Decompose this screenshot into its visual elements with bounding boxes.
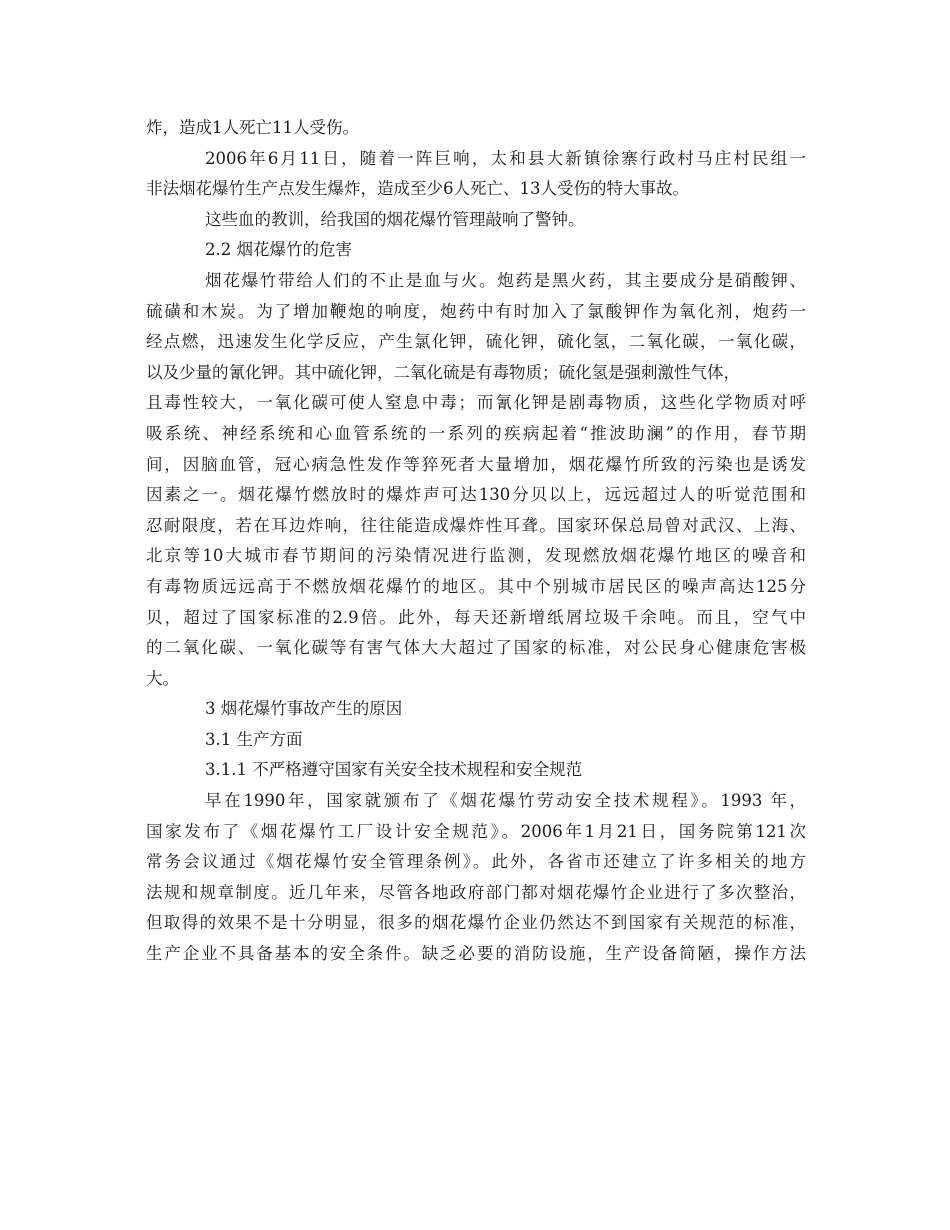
- paragraph-first-line: 烟花爆竹带给人们的不止是血与火。炮药是黑火药，其主要成分是硝酸钾、: [205, 270, 806, 290]
- body-text-line: 但取得的效果不是十分明显，很多的烟花爆竹企业仍然达不到国家有关规范的标准，: [146, 913, 806, 933]
- document-body: [146, 113, 806, 970]
- body-text-line: 生产企业不具备基本的安全条件。缺乏必要的消防设施，生产设备简陋，操作方法: [146, 944, 806, 964]
- body-text-line: 国家发布了《烟花爆竹工厂设计安全规范》。2006年1月21日，国务院第121次: [146, 821, 806, 841]
- body-text-line: 法规和规章制度。近几年来，尽管各地政府部门都对烟花爆竹企业进行了多次整治，: [146, 882, 806, 902]
- body-text-line: 忍耐限度，若在耳边炸响，往往能造成爆炸性耳聋。国家环保总局曾对武汉、上海、: [146, 515, 806, 535]
- body-text-line: 经点燃，迅速发生化学反应，产生氯化钾，硫化钾，硫化氢，二氧化碳，一氧化碳，: [146, 332, 806, 352]
- body-text-line: 以及少量的氰化钾。其中硫化钾，二氧化硫是有毒物质；硫化氢是强刺激性气体，: [146, 362, 740, 382]
- body-text-line: 炸，造成1人死亡11人受伤。: [146, 118, 359, 137]
- body-text-line: 有毒物质远远高于不燃放烟花爆竹的地区。其中个别城市居民区的噪声高达125分: [146, 576, 806, 596]
- paragraph-first-line: 早在1990年，国家就颁布了《烟花爆竹劳动安全技术规程》。1993 年，: [205, 791, 806, 811]
- body-text-line: 常务会议通过《烟花爆竹安全管理条例》。此外，各省市还建立了许多相关的地方: [146, 852, 806, 872]
- body-text-line: 间，因脑血管，冠心病急性发作等猝死者大量增加，烟花爆竹所致的污染也是诱发: [146, 454, 806, 474]
- section-heading: 3.1.1 不严格遵守国家有关安全技术规程和安全规范: [205, 760, 583, 780]
- body-text-line: 北京等10大城市春节期间的污染情况进行监测，发现燃放烟花爆竹地区的噪音和: [146, 546, 806, 566]
- body-text-line: 吸系统、神经系统和心血管系统的一系列的疾病起着“推波助澜”的作用，春节期: [146, 423, 806, 443]
- body-text-line: 非法烟花爆竹生产点发生爆炸，造成至少6人死亡、13人受伤的特大事故。: [146, 179, 689, 199]
- section-heading: 3.1 生产方面: [205, 729, 303, 749]
- body-text-line: 因素之一。烟花爆竹燃放时的爆炸声可达130分贝以上，远远超过人的听觉范围和: [146, 485, 806, 505]
- section-heading: 3 烟花爆竹事故产生的原因: [205, 699, 403, 719]
- body-text-line: 硫磺和木炭。为了增加鞭炮的响度，炮药中有时加入了氯酸钾作为氧化剂，炮药一: [146, 301, 806, 321]
- body-text-line: 贝，超过了国家标准的2.9倍。此外，每天还新增纸屑垃圾千余吨。而且，空气中: [146, 607, 806, 627]
- paragraph-first-line: 这些血的教训，给我国的烟花爆竹管理敲响了警钟。: [205, 209, 585, 229]
- body-text-line: 的二氧化碳、一氧化碳等有害气体大大超过了国家的标准，对公民身心健康危害极: [146, 638, 806, 658]
- section-heading: 2.2 烟花爆竹的危害: [205, 240, 352, 260]
- body-text-line: 且毒性较大，一氧化碳可使人窒息中毒；而氰化钾是剧毒物质，这些化学物质对呼: [146, 393, 806, 413]
- body-text-line: 大。: [146, 668, 179, 688]
- paragraph-first-line: 2006年6月11日，随着一阵巨响，太和县大新镇徐寨行政村马庄村民组一: [205, 148, 806, 168]
